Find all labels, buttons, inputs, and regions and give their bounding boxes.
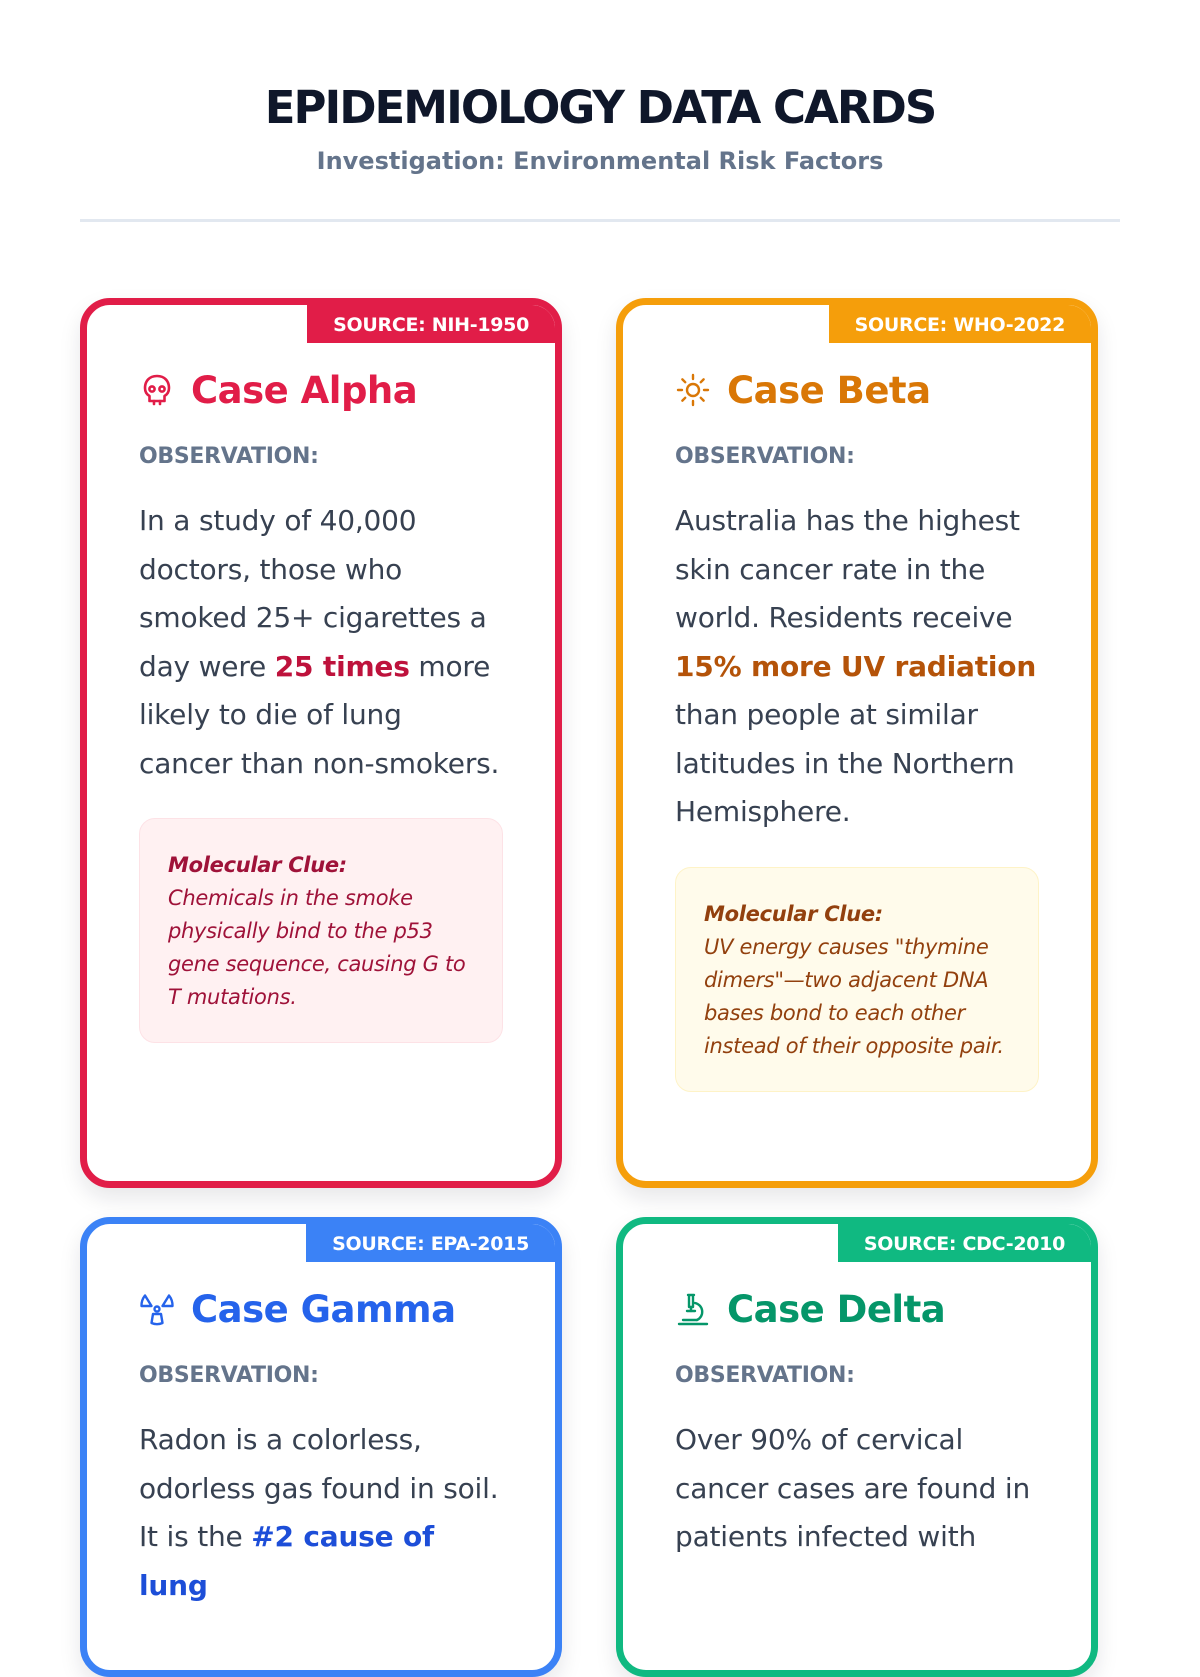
clue-label: Molecular Clue: bbox=[168, 853, 347, 877]
observation-highlight: 25 times bbox=[274, 649, 410, 683]
page-subtitle: Investigation: Environmental Risk Factors bbox=[316, 147, 884, 175]
molecular-clue-box bbox=[139, 818, 503, 1043]
source-badge: SOURCE: WHO-2022 bbox=[829, 305, 1091, 343]
clue-text: UV energy causes "thymine dimers"—two adjacent DNA bases bond to each other instead of their opposite pair. bbox=[704, 934, 1004, 1058]
observation-label: OBSERVATION: bbox=[139, 1363, 319, 1388]
observation-highlight: 15% more UV radiation bbox=[675, 649, 1037, 683]
observation-text: Over 90% of cervical cancer cases are found in patients infected with bbox=[675, 1423, 1031, 1553]
case-heading bbox=[139, 368, 503, 412]
molecular-clue-box bbox=[675, 867, 1039, 1092]
clue-text: Chemicals in the smoke physically bind to the p53 gene sequence, causing G to T mutations. bbox=[168, 886, 466, 1009]
sun-icon bbox=[675, 372, 711, 408]
case-heading bbox=[139, 1287, 503, 1331]
source-badge: SOURCE: EPA-2015 bbox=[306, 1224, 555, 1262]
radiation-icon bbox=[139, 1291, 175, 1327]
case-card-delta bbox=[616, 1217, 1098, 1677]
case-title: Case Beta bbox=[727, 368, 931, 412]
observation-label: OBSERVATION: bbox=[675, 444, 855, 469]
header-divider bbox=[80, 219, 1120, 222]
observation-text: In a study of 40,000 doctors, those who smoked 25+ cigarettes a day were 25 times more likely to die of lung cancer than non-smokers. bbox=[139, 504, 500, 780]
case-title: Case Alpha bbox=[191, 368, 418, 412]
microscope-icon bbox=[675, 1291, 711, 1327]
observation-text: Australia has the highest skin cancer rate in the world. Residents receive 15% more UV radiation than people at similar latitudes in the Northern Hemisphere. bbox=[675, 504, 1037, 828]
observation-highlight: #2 cause of lung bbox=[139, 1520, 435, 1602]
observation-label: OBSERVATION: bbox=[675, 1363, 855, 1388]
page-header bbox=[0, 0, 1200, 176]
observation-label: OBSERVATION: bbox=[139, 444, 319, 469]
case-title: Case Gamma bbox=[191, 1287, 456, 1331]
page-title: EPIDEMIOLOGY DATA CARDS bbox=[264, 81, 936, 134]
observation-text: Radon is a colorless, odorless gas found in soil. It is the #2 cause of lung bbox=[139, 1423, 499, 1602]
case-title: Case Delta bbox=[727, 1287, 946, 1331]
source-badge: SOURCE: NIH-1950 bbox=[307, 305, 555, 343]
case-card-gamma bbox=[80, 1217, 562, 1677]
case-card-alpha bbox=[80, 298, 562, 1188]
case-heading bbox=[675, 368, 1039, 412]
case-heading bbox=[675, 1287, 1039, 1331]
source-badge: SOURCE: CDC-2010 bbox=[838, 1224, 1091, 1262]
skull-icon bbox=[139, 372, 175, 408]
clue-label: Molecular Clue: bbox=[704, 901, 883, 926]
case-card-beta bbox=[616, 298, 1098, 1188]
